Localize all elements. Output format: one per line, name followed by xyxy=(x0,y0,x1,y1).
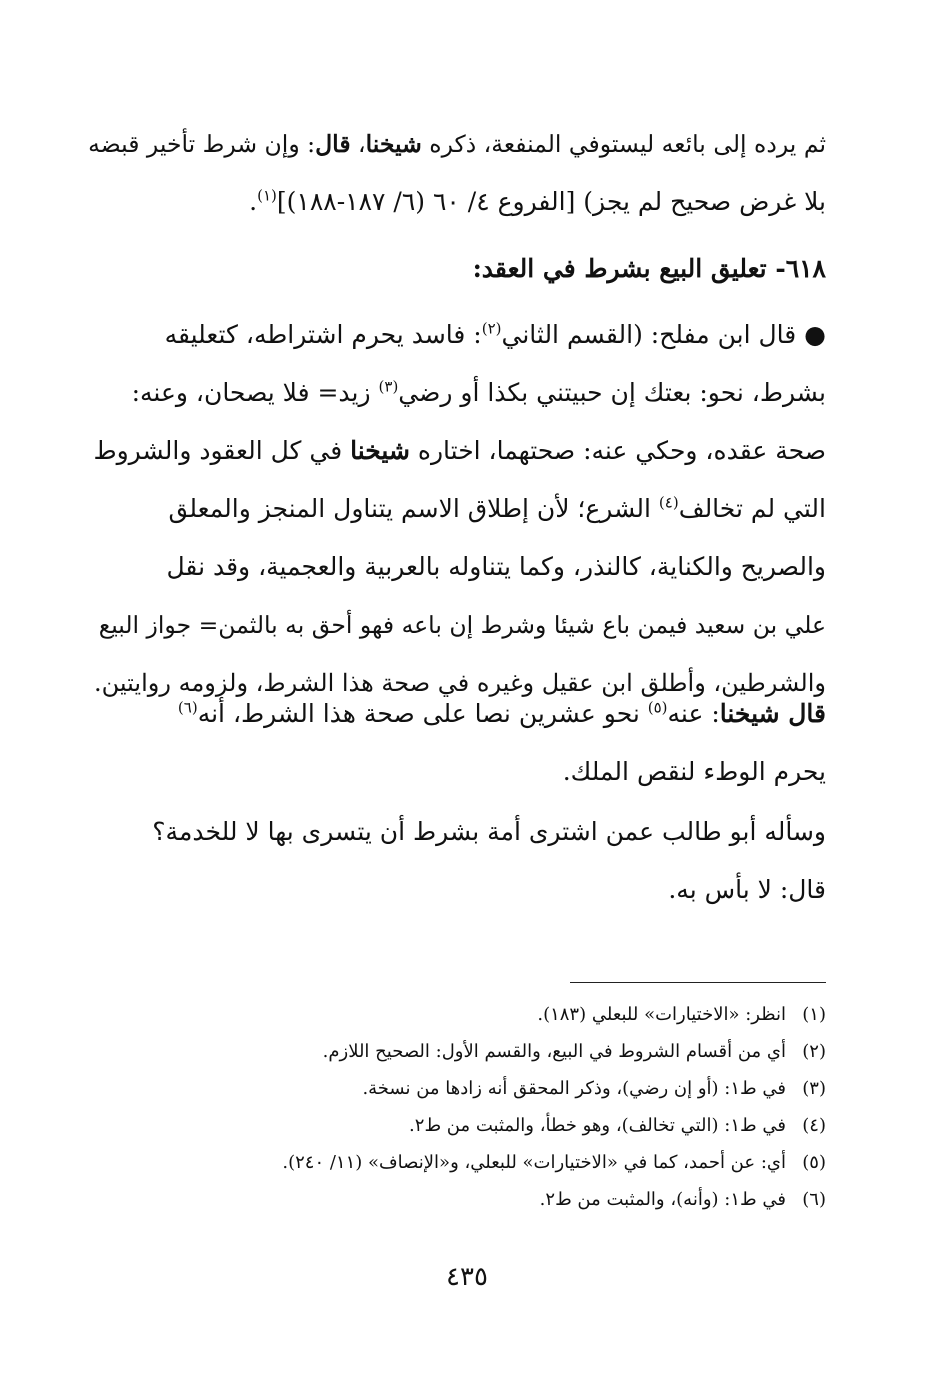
paragraph-3-line-1: قال شيخنا: عنه$^{(٥)}$ نحو عشرين نصا على صحة هذا الشرط، أنه$^{(٦)}$ xyxy=(177,698,826,728)
footnote-ref-5: (٥) xyxy=(647,698,668,717)
paragraph-2-line-5: والصريح والكناية، كالنذر، وكما يتناوله بالعربية والعجمية، وقد نقل xyxy=(166,552,826,581)
paragraph-1-line-1: ثم يرده إلى بائعه ليستوفي المنفعة، ذكره شيخنا، قال: وإن شرط تأخير قبضه xyxy=(88,130,826,158)
paragraph-2-line-7: والشرطين، وأطلق ابن عقيل وغيره في صحة هذا الشرط، ولزومه روايتين. xyxy=(94,669,826,697)
footnote-ref-4: (٤) xyxy=(658,493,679,512)
bold-shaykhuna: شيخنا xyxy=(365,130,422,158)
footnote-4: (٤)في ط١: (التي تخالف)، وهو خطأ، والمثبت من ط٢. xyxy=(409,1115,826,1136)
footnote-ref-1: (١) xyxy=(257,186,277,205)
page-number: ٤٣٥ xyxy=(446,1262,488,1292)
paragraph-2-line-4: التي لم تخالف$^{(٤)}$ الشرع؛ لأن إطلاق الاسم يتناول المنجز والمعلق xyxy=(168,493,826,523)
bold-qala-shaykhuna: قال شيخنا xyxy=(719,699,826,728)
paragraph-4-line-2: قال: لا بأس به. xyxy=(668,875,826,904)
footnote-2: (٢)أي من أقسام الشروط في البيع، والقسم الأول: الصحيح اللازم. xyxy=(322,1041,826,1062)
paragraph-2-line-6: علي بن سعيد فيمن باع شيئا وشرط إن باعه فهو أحق به بالثمن= جواز البيع xyxy=(98,611,826,639)
section-heading xyxy=(88,240,826,298)
paragraph-1-line-2: بلا غرض صحيح لم يجز) [الفروع ٤/ ٦٠ (٦/ ١٨٧-١٨٨)]$^{(١)}$. xyxy=(249,186,826,216)
footnote-1: (١)انظر: «الاختيارات» للبعلي (١٨٣). xyxy=(537,1004,826,1025)
footnotes xyxy=(150,996,826,1218)
paragraph-2-line-2: بشرط، نحو: بعتك إن حبيتني بكذا أو رضي$^{(٣)}$ زيد= فلا يصحان، وعنه: xyxy=(131,377,826,407)
paragraph-1 xyxy=(88,115,826,231)
footnote-ref-2: (٢) xyxy=(481,319,502,338)
footnote-5: (٥)أي: عن أحمد، كما في «الاختيارات» للبعلي، و«الإنصاف» (١١/ ٢٤٠). xyxy=(282,1152,826,1173)
footnote-3: (٣)في ط١: (أو إن رضي)، وذكر المحقق أنه زادها من نسخة. xyxy=(362,1078,826,1099)
footnote-separator xyxy=(570,982,826,983)
bold-shaykhuna-2: شيخنا xyxy=(350,436,410,465)
bold-qala: قال xyxy=(315,130,351,158)
paragraph-4-line-1: وسأله أبو طالب عمن اشترى أمة بشرط أن يتسرى بها لا للخدمة؟ xyxy=(152,817,826,846)
paragraph-3-line-2: يحرم الوطء لنقص الملك. xyxy=(562,757,826,786)
paragraph-2-line-1: ● قال ابن مفلح: (القسم الثاني$^{(٢)}$: فاسد يحرم اشتراطه، كتعليقه xyxy=(164,319,826,349)
section-heading-text: ٦١٨- تعليق البيع بشرط في العقد: xyxy=(472,254,826,283)
paragraph-3 xyxy=(88,685,826,801)
paragraph-4 xyxy=(88,803,826,919)
footnote-ref-3: (٣) xyxy=(378,377,399,396)
paragraph-2-line-3: صحة عقده، وحكي عنه: صحتهما، اختاره شيخنا في كل العقود والشروط xyxy=(93,436,826,465)
footnote-ref-6: (٦) xyxy=(177,698,198,717)
paragraph-2 xyxy=(88,306,826,712)
footnote-6: (٦)في ط١: (وأنه)، والمثبت من ط٢. xyxy=(539,1189,826,1210)
